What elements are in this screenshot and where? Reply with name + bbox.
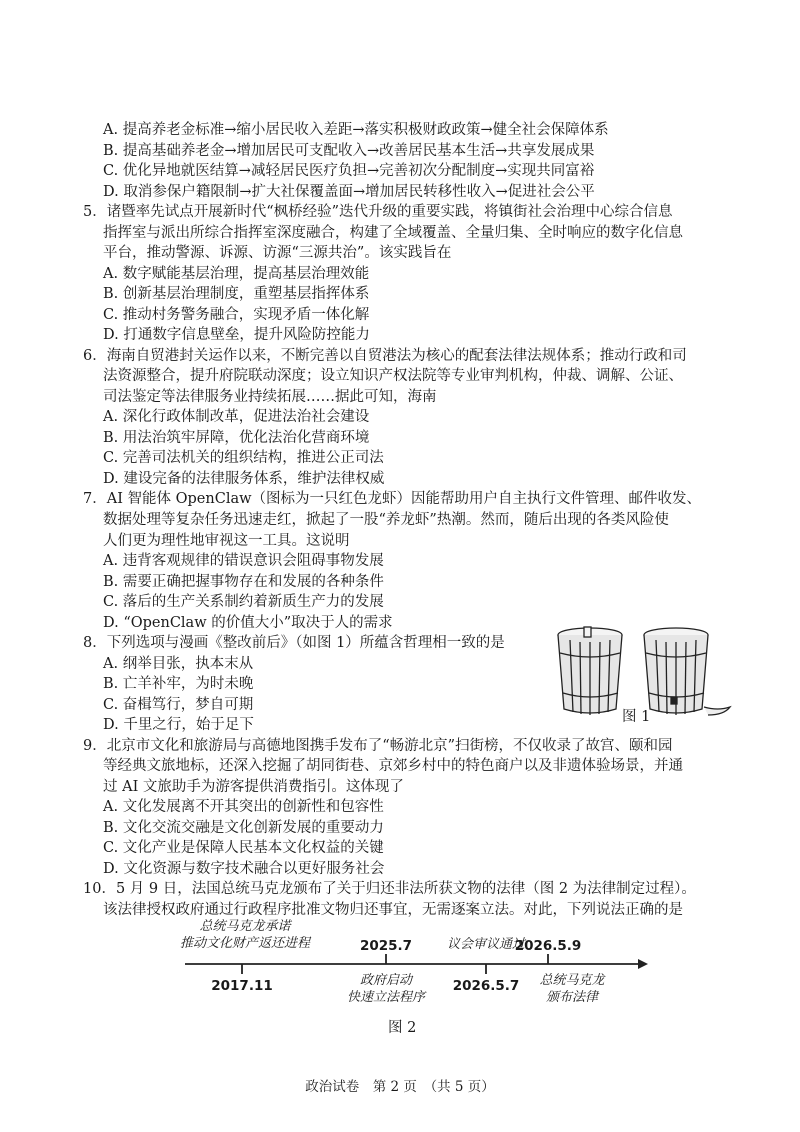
q7-stem-line-3: 人们更为理性地审视这一工具。这说明 <box>103 533 350 549</box>
q9-option-c: C. 文化产业是保障人民基本文化权益的关键 <box>103 840 384 856</box>
timeline-date-2026-5-7: 2026.5.7 <box>452 978 520 994</box>
figure-2-caption: 图 2 <box>388 1020 417 1036</box>
bucket-before-icon <box>558 627 622 715</box>
timeline-event-parliament: 议会审议通过 <box>446 937 525 952</box>
timeline-event-1-line-1: 总统马克龙承诺 <box>199 919 291 934</box>
q5-option-c: C. 推动村务警务融合，实现矛盾一体化解 <box>103 307 370 323</box>
q5-stem-line-2: 指挥室与派出所综合指挥室深度融合，构建了全域覆盖、全量归集、全时响应的数字化信息 <box>103 225 683 241</box>
timeline-event-government-line-2: 快速立法程序 <box>346 990 425 1005</box>
q8-option-c: C. 奋楫笃行，梦自可期 <box>103 697 254 713</box>
q6-option-a: A. 深化行政体制改革，促进法治社会建设 <box>103 409 370 425</box>
q6-option-c: C. 完善司法机关的组织结构，推进公正司法 <box>103 450 384 466</box>
q4-option-d: D. 取消参保户籍限制→扩大社保覆盖面→增加居民转移性收入→促进社会公平 <box>103 184 595 200</box>
q8-stem-line-1: 8．下列选项与漫画《整改前后》（如图 1）所蕴含哲理相一致的是 <box>83 635 505 651</box>
timeline-date-2017-11: 2017.11 <box>211 978 273 994</box>
q6-option-d: D. 建设完备的法律服务体系，维护法律权威 <box>103 471 385 487</box>
timeline-event-1 <box>180 918 310 952</box>
q9-stem-line-1: 9．北京市文化和旅游局与高德地图携手发布了“畅游北京”扫街榜，不仅收录了故宫、颐和园 <box>83 738 673 754</box>
q8-option-a: A. 纲举目张，执本末从 <box>103 656 254 672</box>
q7-option-b: B. 需要正确把握事物存在和发展的各种条件 <box>103 574 384 590</box>
q10-stem-line-2: 该法律授权政府通过行政程序批准文物归还事宜，无需逐案立法。对此，下列说法正确的是 <box>103 902 683 918</box>
q5-option-d: D. 打通数字信息壁垒，提升风险防控能力 <box>103 327 370 343</box>
timeline-event-president-line-1: 总统马克龙 <box>539 973 605 988</box>
timeline-event-1-line-2: 推动文化财产返还进程 <box>180 936 311 951</box>
q8-option-d: D. 千里之行，始于足下 <box>103 717 254 733</box>
q10-stem-line-1: 10．5 月 9 日，法国总统马克龙颁布了关于归还非法所获文物的法律（图 2 为法律制定过程）。 <box>83 881 696 897</box>
q9-option-d: D. 文化资源与数字技术融合以更好服务社会 <box>103 861 385 877</box>
q7-option-d: D. “OpenClaw 的价值大小”取决于人的需求 <box>103 615 393 631</box>
q7-stem-line-1: 7．AI 智能体 OpenClaw（图标为一只红色龙虾）因能帮助用户自主执行文件管理、邮件收发、 <box>83 491 702 507</box>
q7-option-c: C. 落后的生产关系制约着新质生产力的发展 <box>103 594 384 610</box>
q8-option-b: B. 亡羊补牢，为时未晚 <box>103 676 254 692</box>
q4-option-b: B. 提高基础养老金→增加居民可支配收入→改善居民基本生活→共享发展成果 <box>103 143 595 159</box>
timeline-event-president <box>522 972 622 1006</box>
timeline-date-2026-5-9: 2026.5.9 <box>514 938 582 954</box>
q9-stem-line-2: 等经典文旅地标，还深入挖掘了胡同街巷、京郊乡村中的特色商户以及非遗体验场景，并通 <box>103 758 683 774</box>
q9-option-b: B. 文化交流交融是文化创新发展的重要动力 <box>103 820 384 836</box>
q5-option-a: A. 数字赋能基层治理，提高基层治理效能 <box>103 266 370 282</box>
q5-stem-line-3: 平台，推动警源、诉源、访源“三源共治”。该实践旨在 <box>103 245 452 261</box>
q5-stem-line-1: 5．诸暨率先试点开展新时代“枫桥经验”迭代升级的重要实践，将镇街社会治理中心综合信息 <box>83 204 673 220</box>
q6-stem-line-2: 法资源整合，提升府院联动深度；设立知识产权法院等专业审判机构，仲裁、调解、公证、 <box>103 368 683 384</box>
q4-option-a: A. 提高养老金标准→缩小居民收入差距→落实积极财政政策→健全社会保障体系 <box>103 122 609 138</box>
figure-1-caption: 图 1 <box>622 709 651 725</box>
q5-option-b: B. 创新基层治理制度，重塑基层指挥体系 <box>103 286 370 302</box>
timeline-event-president-line-2: 颁布法律 <box>545 990 598 1005</box>
timeline-event-government-line-1: 政府启动 <box>359 973 412 988</box>
q4-option-c: C. 优化异地就医结算→减轻居民医疗负担→完善初次分配制度→实现共同富裕 <box>103 163 595 179</box>
timeline-date-2025-7: 2025.7 <box>359 938 413 954</box>
bucket-after-icon <box>644 628 730 715</box>
q9-stem-line-3: 过 AI 文旅助手为游客提供消费指引。这体现了 <box>103 779 404 795</box>
q6-option-b: B. 用法治筑牢屏障，优化法治化营商环境 <box>103 430 370 446</box>
q7-option-a: A. 违背客观规律的错误意识会阻碍事物发展 <box>103 553 384 569</box>
timeline-event-government <box>336 972 436 1006</box>
q6-stem-line-1: 6．海南自贸港封关运作以来，不断完善以自贸港法为核心的配套法律法规体系；推动行政和司 <box>83 348 687 364</box>
q7-stem-line-2: 数据处理等复杂任务迅速走红，掀起了一股“养龙虾”热潮。然而，随后出现的各类风险使 <box>103 512 669 528</box>
page-footer: 政治试卷 第 2 页 （共 5 页） <box>305 1079 495 1095</box>
q9-option-a: A. 文化发展离不开其突出的创新性和包容性 <box>103 799 384 815</box>
q6-stem-line-3: 司法鉴定等法律服务业持续拓展……据此可知，海南 <box>103 389 437 405</box>
